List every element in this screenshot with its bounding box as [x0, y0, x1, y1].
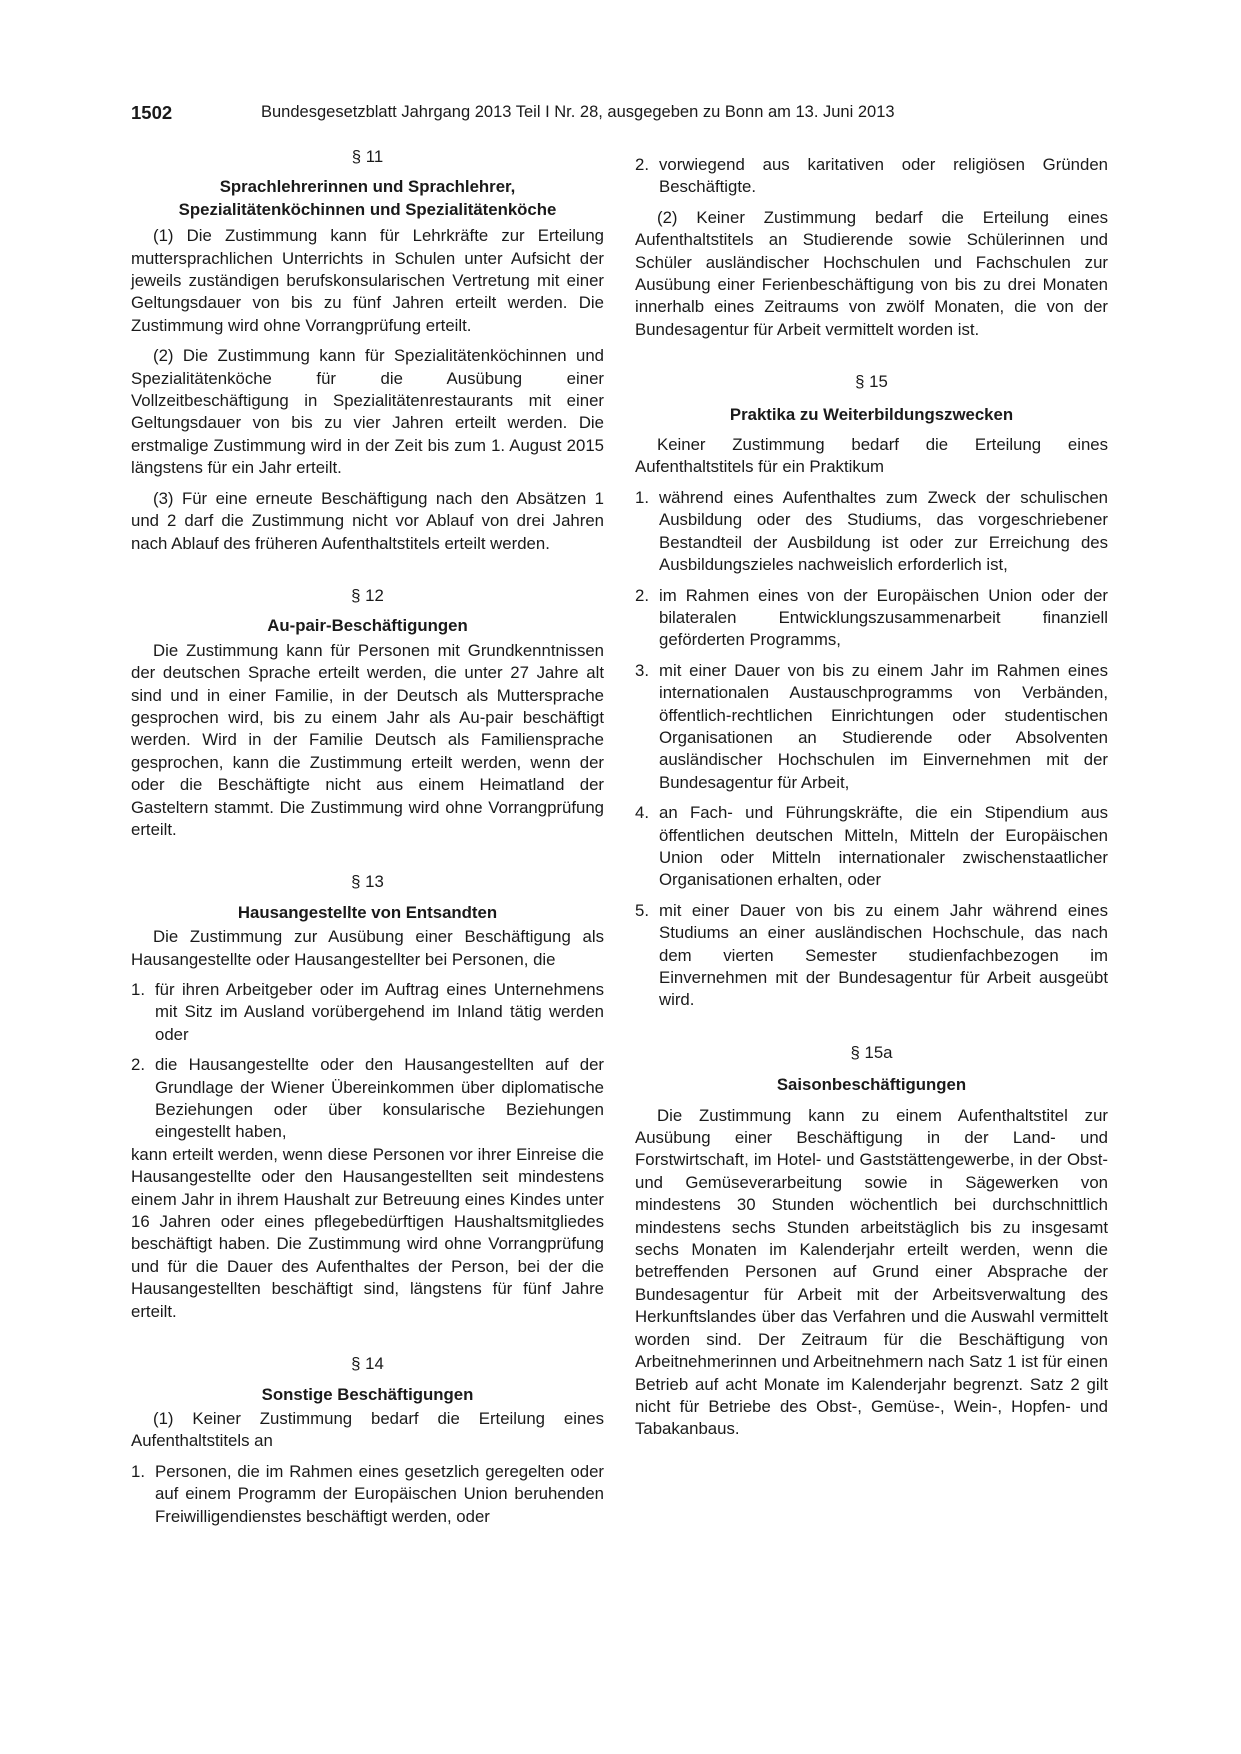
section-13-sign: § 13 — [351, 872, 384, 892]
list-item-number: 2. — [131, 1055, 145, 1075]
section-13-list-item — [131, 1054, 604, 1144]
list-item-number: 1. — [635, 487, 649, 507]
right-column — [635, 124, 1108, 1441]
list-item-text: im Rahmen eines von der Europäischen Union oder der bilateralen Entwicklungszusammenarbeit finanziell geförderten Programms, — [659, 585, 1108, 650]
section-12-title: Au-pair-Beschäftigungen — [267, 616, 468, 636]
list-item-text: die Hausangestellte oder den Hausangestellten auf der Grundlage der Wiener Übereinkommen über diplomatische Beziehungen oder über konsularische Beziehungen eingestellt haben, — [155, 1055, 604, 1142]
section-12-paragraph: Die Zustimmung kann für Personen mit Grundkenntnissen der deutschen Sprache erteilt werden, die unter 27 Jahre alt sind und in einer Familie, in der Deutsch als Muttersprache gesprochen wird, bis zu einem Jahr als Au-pair beschäftigt werden. Wird in der Familie Deutsch als Familiensprache gesprochen, kann die Zustimmung erteilt werden, wenn der oder die Beschäftigte nicht aus einem Heimatland der Gasteltern stammt. Die Zustimmung wird ohne Vorrangprüfung erteilt. — [131, 640, 604, 839]
list-item-number: 3. — [635, 660, 649, 680]
list-item-text: an Fach- und Führungskräfte, die ein Stipendium aus öffentlichen deutschen Mitteln, Mitteln der Europäischen Union oder Mitteln internationaler zwischenstaatlicher Organisationen erhalten, oder — [659, 803, 1108, 890]
left-column — [131, 146, 604, 1528]
section-13-list-item — [131, 979, 604, 1046]
section-15-title: Praktika zu Weiterbildungszwecken — [729, 404, 1014, 424]
running-header-title: Bundesgesetzblatt Jahrgang 2013 Teil I Nr. 28, ausgegeben zu Bonn am 13. Juni 2013 — [261, 103, 895, 121]
section-14-sign: § 14 — [351, 1354, 384, 1374]
section-13-outro: kann erteilt werden, wenn diese Personen vor ihrer Einreise die Hausangestellte oder den Hausangestellten seit mindestens einem Jahr in ihrem Haushalt zur Betreuung eines Kindes unter 16 Jahren oder eines pflegebedürftigen Haushaltsmitgliedes beschäftigt haben. Die Zustimmung wird ohne Vorrangprüfung und für die Dauer des Aufenthaltes der Person, bei der die Hausangestellten beschäftigt sind, längstens für fünf Jahre erteilt. — [131, 1144, 604, 1321]
page-header — [131, 102, 981, 126]
section-15-list-item — [635, 487, 1108, 577]
list-item-text: vorwiegend aus karitativen oder religiösen Gründen Beschäftigte. — [659, 155, 1108, 197]
list-item-text: während eines Aufenthaltes zum Zweck der schulischen Ausbildung oder des Studiums, das vorgeschriebener Bestandteil der Ausbildung ist oder zur Erreichung des Ausbildungszieles nachweislich erforderlich ist, — [659, 487, 1108, 575]
section-11-sign: § 11 — [351, 147, 384, 166]
section-13-intro: Die Zustimmung zur Ausübung einer Beschäftigung als Hausangestellte oder Hausangestellter bei Personen, die — [131, 927, 604, 969]
section-15-sign: § 15 — [855, 372, 888, 392]
section-11-paragraph-3: (3) Für eine erneute Beschäftigung nach den Absätzen 1 und 2 darf die Zustimmung nicht vor Ablauf von drei Jahren nach Ablauf des früheren Aufenthaltstitels erteilt werden. — [131, 488, 604, 553]
section-15-list-item — [635, 802, 1108, 892]
section-14-paragraph-2: (2) Keiner Zustimmung bedarf die Erteilung eines Aufenthaltstitels an Studierende sowie Schülerinnen und Schüler ausländischer Hochschulen und Fachschulen zur Ausübung einer Ferienbeschäftigung von bis zu drei Monaten innerhalb eines Zeitraums von zwölf Monaten, die von der Bundesagentur für Arbeit vermittelt worden ist. — [635, 207, 1108, 339]
section-15-list-item — [635, 900, 1108, 1012]
section-14-list-item — [131, 1461, 604, 1528]
list-item-number: 5. — [635, 900, 649, 920]
section-13-title: Hausangestellte von Entsandten — [237, 902, 498, 922]
section-15-list-item — [635, 585, 1108, 652]
list-item-number: 4. — [635, 803, 649, 823]
section-11-paragraph-2: (2) Die Zustimmung kann für Spezialitätenköchinnen und Spezialitätenköche für die Ausübung einer Vollzeitbeschäftigung in Spezialitätenrestaurants mit einer Geltungsdauer von bis zu vier Jahren erteilt werden. Die erstmalige Zustimmung wird in der Zeit bis zum 1. August 2015 längstens für ein Jahr erteilt. — [131, 346, 604, 478]
section-14-list-item — [635, 154, 1108, 199]
page-number: 1502 — [131, 102, 173, 123]
list-item-number: 1. — [131, 1461, 145, 1481]
list-item-text: für ihren Arbeitgeber oder im Auftrag eines Unternehmens mit Sitz im Ausland vorübergehend im Inland tätig werden oder — [155, 980, 604, 1044]
section-14-paragraph-1: (1) Keiner Zustimmung bedarf die Erteilung eines Aufenthaltstitels an — [131, 1408, 604, 1451]
section-15a-paragraph: Die Zustimmung kann zu einem Aufenthaltstitel zur Ausübung einer Beschäftigung in der Land- und Forstwirtschaft, im Hotel- und Gaststättengewerbe, in der Obst- und Gemüseverarbeitung sowie in Sägewerken von mindestens 30 Stunden wöchentlich bei durchschnittlich mindestens sechs Stunden arbeitstäglich bis zu insgesamt sechs Monaten im Kalenderjahr erteilt werden, wenn die betreffenden Personen auf Grund einer Absprache der Bundesagentur für Arbeit mit der Arbeitsverwaltung des Herkunftslandes über das Verfahren und die Auswahl vermittelt worden sind. Der Zeitraum für die Beschäftigung von Arbeitnehmerinnen und Arbeitnehmern nach Satz 1 ist für einen Betrieb auf acht Monate im Kalenderjahr begrenzt. Satz 2 gilt nicht für Betriebe des Obst-, Gemüse-, Wein-, Hopfen- und Tabakanbaus. — [635, 1105, 1108, 1439]
list-item-text: mit einer Dauer von bis zu einem Jahr während eines Studiums an einer ausländischen Hochschule, das nach dem vierten Semester studienfachbezogen im Einvernehmen mit der Bundesagentur für Arbeit ausgeübt wird. — [659, 900, 1108, 1010]
section-15a-title: Saisonbeschäftigungen — [776, 1075, 967, 1095]
section-11-title-line1: Sprachlehrerinnen und Sprachlehrer, — [219, 177, 516, 197]
section-11-title-line2: Spezialitätenköchinnen und Spezialitätenköche — [178, 199, 557, 219]
section-14-title: Sonstige Beschäftigungen — [261, 1384, 474, 1404]
list-item-text: mit einer Dauer von bis zu einem Jahr im Rahmen eines internationalen Austauschprogramms von Verbänden, öffentlich-rechtlichen Einrichtungen oder studentischen Organisationen an Studierende oder Absolventen ausländischer Hochschulen im Einvernehmen mit der Bundesagentur für Arbeit, — [659, 660, 1108, 792]
section-15-list-item — [635, 660, 1108, 794]
list-item-number: 2. — [635, 155, 649, 174]
section-15a-sign: § 15a — [850, 1042, 893, 1062]
section-12-sign: § 12 — [351, 585, 384, 605]
section-15-intro: Keiner Zustimmung bedarf die Erteilung eines Aufenthaltstitels für ein Praktikum — [635, 435, 1108, 477]
list-item-number: 2. — [635, 585, 649, 605]
section-11-paragraph-1: (1) Die Zustimmung kann für Lehrkräfte zur Erteilung muttersprachlichen Unterrichts in Schulen unter Aufsicht der jeweils zuständigen berufskonsularischen Vertretung mit einer Geltungsdauer von bis zu fünf Jahren erteilt werden. Die Zustimmung wird ohne Vorrangprüfung erteilt. — [131, 226, 604, 335]
list-item-number: 1. — [131, 980, 145, 999]
list-item-text: Personen, die im Rahmen eines gesetzlich geregelten oder auf einem Programm der Europäischen Union beruhenden Freiwilligendienstes beschäftigt werden, oder — [155, 1461, 604, 1526]
